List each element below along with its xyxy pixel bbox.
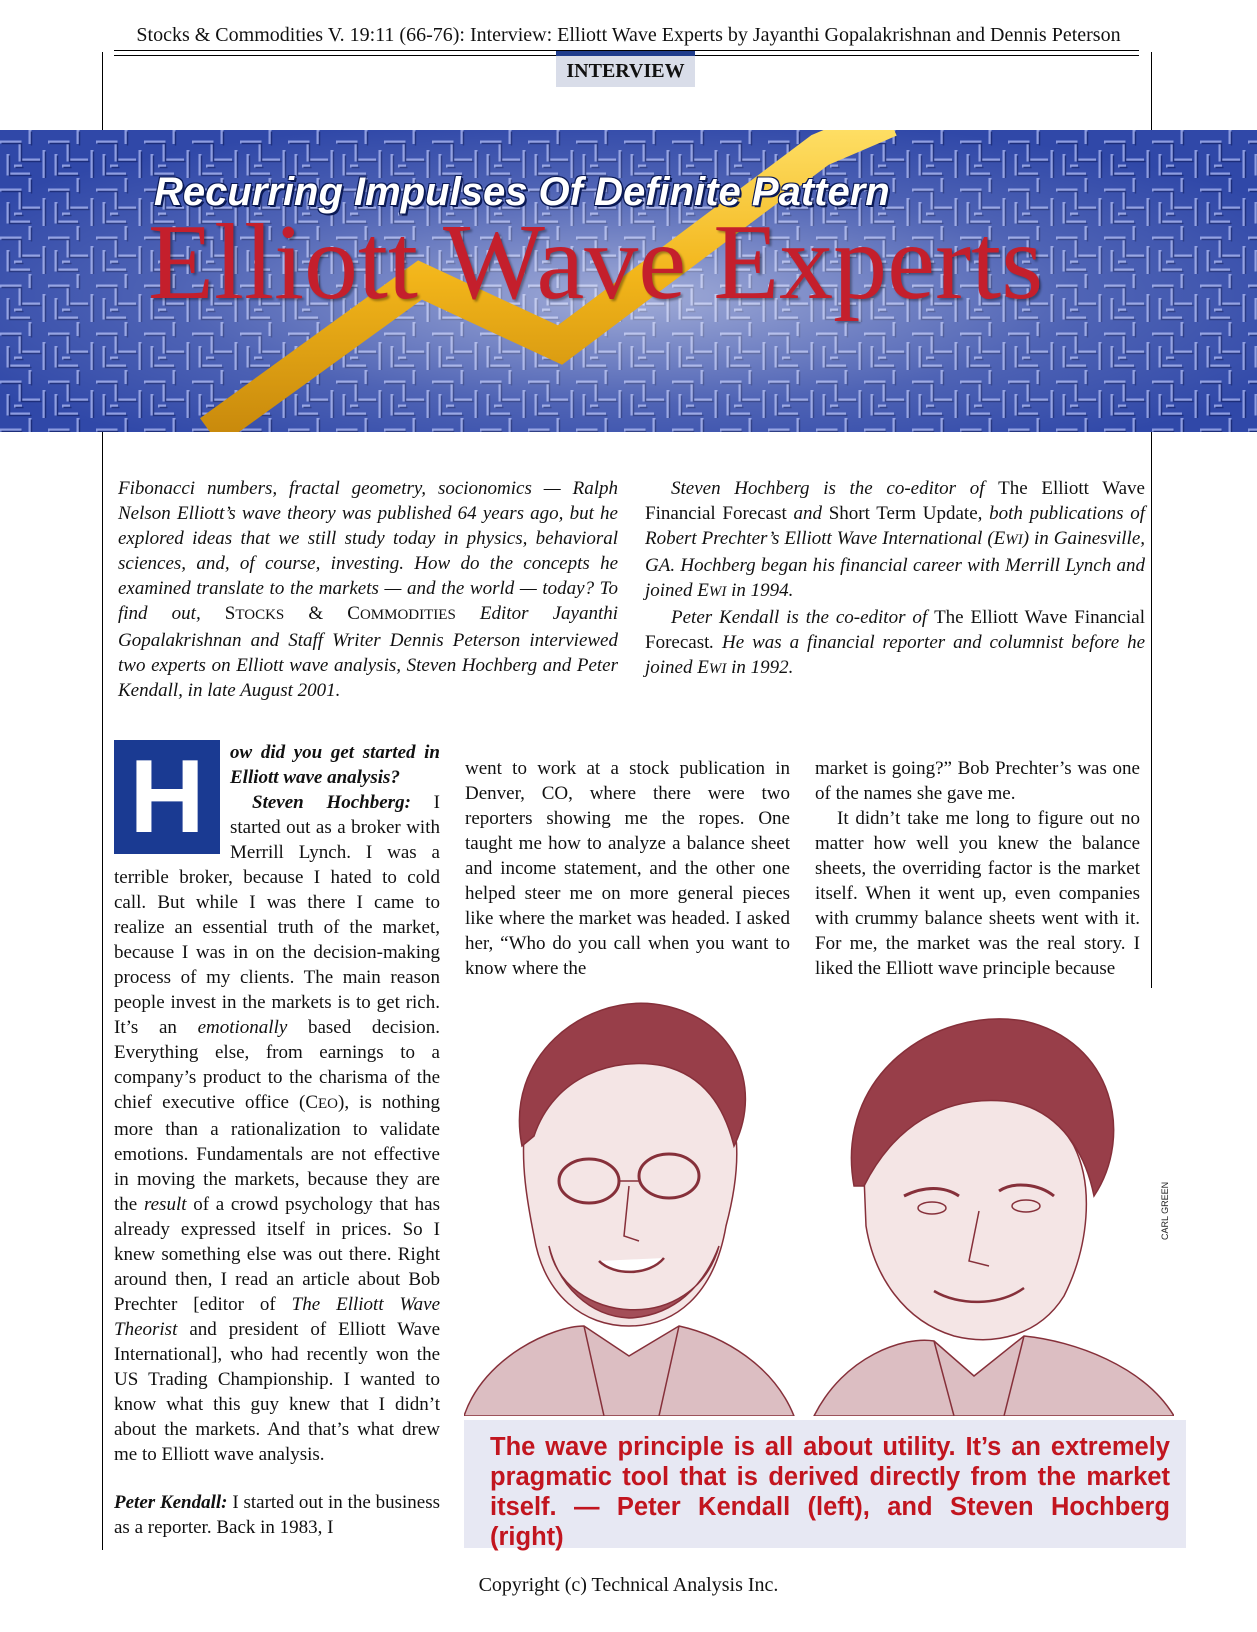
article-text: went to work at a stock publication in Denver, CO, where there were two reporters showing me the ropes. One taught me how to analyze a balance sheet and income statement, and the other one helped steer me on more general pieces like where the market was headed. I asked her, “Who do you call when you want to know where the: [465, 758, 790, 979]
speaker-hochberg: Steven Hochberg:: [252, 792, 411, 813]
drop-cap: H: [114, 740, 220, 854]
right-page-rule-top: [1151, 52, 1152, 130]
left-page-rule-top: [102, 52, 103, 130]
speaker-kendall: Peter Kendall:: [114, 1492, 228, 1513]
illustration-credit: CARL GREEN: [1160, 1181, 1170, 1240]
pull-quote-caption: The wave principle is all about utility. It’s an extremely pragmatic tool that is derived directly from the market itself. — Peter Kendall (left), and Steven Hochberg (right): [464, 1420, 1186, 1548]
article-column-1: H ow did you get started in Elliott wave analysis? Steven Hochberg: I started out as a broker with Merrill Lynch. I was a terrible broker, because I hated to cold call. But while I was there I came to realize an essential truth of the market, because I was in on the decision-making process of my clients. The main reason people invest in the markets is to get rich. It’s an emotionally based decision. Everything else, from earnings to a company’s product to the charisma of the chief executive office (CEO), is nothing more than a rationalization to validate emotions. Fundamentals are not effective in moving the markets, because they are the result of a crowd psychology that has already expressed itself in prices. So I knew something else was out there. Right around then, I read an article about Bob Prechter [editor of The Elliott Wave Theorist and president of Elliott Wave International], who had recently won the US Trading Championship. I wanted to know what this guy knew that I didn’t about the markets. And that’s what drew me to Elliott wave analysis. Peter Kendall: I started out in the business as a reporter. Back in 1983, I: [114, 739, 440, 1538]
article-text: It didn’t take me long to figure out no matter how well you knew the balance sheets, the overriding factor is the market itself. When it went up, even companies with crummy balance sheets went with it. For me, the market was the real story. I liked the Elliott wave principle because: [815, 808, 1140, 979]
right-page-rule: [1151, 432, 1152, 988]
intro-text-cont: Editor Jayanthi Gopalakrishnan and Staff Writer Dennis Peterson interviewed two experts on Elliott wave analysis, Steven Hochberg and Peter Kendall, in late August 2001.: [118, 603, 619, 701]
intro-right: [645, 476, 1145, 682]
intro-left: [118, 476, 618, 703]
left-page-rule: [102, 432, 103, 1550]
title-banner: [0, 130, 1257, 432]
section-tab: INTERVIEW: [556, 51, 695, 87]
banner-subtitle: Recurring Impulses Of Definite Pattern: [154, 170, 890, 214]
interview-question: ow did you get started in Elliott wave analysis?: [230, 742, 440, 788]
portrait-illustration: [464, 996, 1174, 1416]
intro-text: Fibonacci numbers, fractal geometry, socionomics — Ralph Nelson Elliott’s wave theory was published 64 years ago, but he explored ideas that we still study today in physics, behavioral sciences, and, of course, investing. How do the concepts he examined translate to the markets — and the world — today? To find out,: [118, 478, 618, 624]
article-text: market is going?” Bob Prechter’s was one of the names she gave me.: [815, 758, 1140, 804]
portraits-image: [464, 996, 1174, 1416]
banner-title: Elliott Wave Experts: [148, 203, 1044, 322]
hochberg-bio: Steven Hochberg is the co-editor of The Elliott Wave Financial Forecast and Short Term Update, both publications of Robert Prechter’s Elliott Wave International (EWI) in Gainesville, GA. Hochberg began his financial career with Merrill Lynch and joined EWI in 1994.: [645, 478, 1146, 601]
magazine-name: STOCKS & COMMODITIES: [224, 603, 456, 624]
copyright-footer: Copyright (c) Technical Analysis Inc.: [478, 1574, 779, 1596]
article-column-2: [465, 756, 790, 981]
running-head: Stocks & Commodities V. 19:11 (66-76): Interview: Elliott Wave Experts by Jayanthi Gopalakrishnan and Dennis Peterson: [136, 24, 1121, 46]
article-column-3: [815, 756, 1140, 981]
kendall-bio: Peter Kendall is the co-editor of The Elliott Wave Financial Forecast. He was a financial reporter and columnist before he joined EWI in 1992.: [645, 607, 1145, 678]
